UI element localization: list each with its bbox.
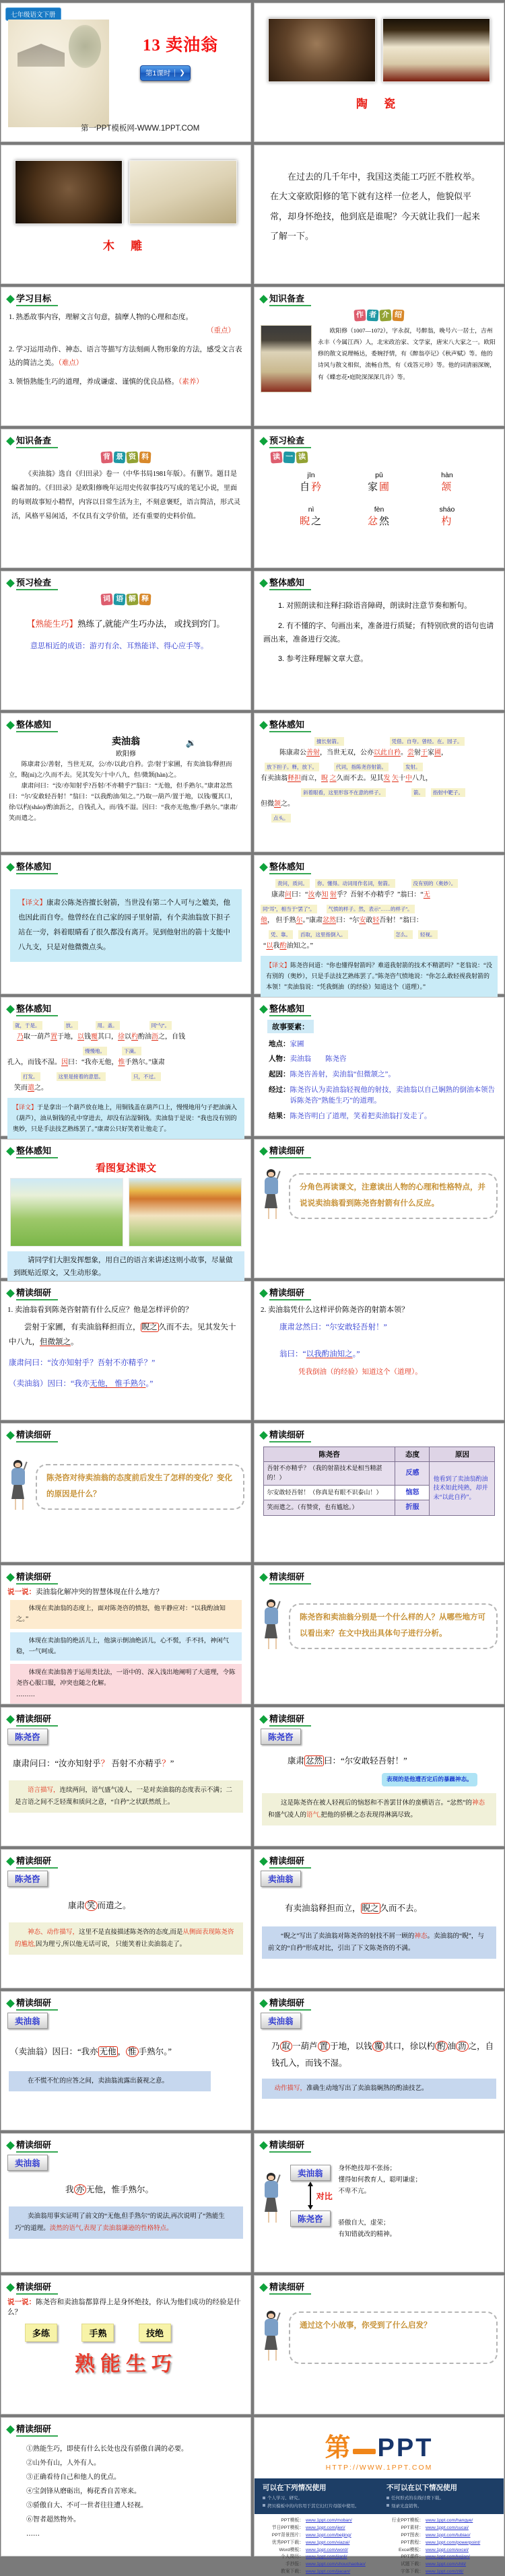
read-aloud-badge: 读 一 读 bbox=[270, 450, 498, 463]
quote-line: 乃 取 一葫芦 置 于地，以钱 覆 其口，徐以杓 酌 油 沥 之，自钱孔入，而钱不湿。 bbox=[271, 2042, 494, 2068]
lesson-item: ②山外有山，人外有人。 bbox=[26, 2460, 100, 2467]
story-row: 地点： 家圃 bbox=[269, 1040, 304, 1048]
lesson-item: ④宝剑锋从磨砺出，梅花香自苦寒来。 bbox=[26, 2488, 141, 2495]
diamond-icon bbox=[6, 1999, 15, 2008]
ceramics-caption: 陶 瓷 bbox=[356, 98, 403, 110]
slide-wisdom bbox=[1, 1565, 251, 1704]
question-text: 2. 卖油翁凭什么这样评价陈尧咨的射箭本领？ bbox=[261, 1306, 409, 1314]
answer-line: 翁曰：“以我酌油知之。” bbox=[279, 1350, 360, 1358]
story-row: 人物： 卖油翁 陈尧咨 bbox=[269, 1055, 347, 1064]
slide-chen-angry bbox=[254, 1707, 504, 1846]
slide-course-text bbox=[1, 713, 251, 852]
quote-line: 康肃 忿然 曰：“尔安敢轻吾射！” bbox=[288, 1756, 407, 1766]
section-title: 精读细研 bbox=[269, 1854, 311, 1869]
section-title: 整体感知 bbox=[269, 1002, 311, 1016]
background-text: 《卖油翁》选自《归田录》卷一（中华书局1981年版）。有删节。题目是编者加的。《归田录》是欧阳修晚年运用史传叙事技巧写成的笔记小说，里面的每则故事短小精悍，内容以日常生活为主，不刻意褒贬，语言简洁，形式灵活，风格平易闲适，不仅具有文学价值，还有重要的史料价值。 bbox=[11, 471, 240, 520]
slide-success bbox=[1, 2275, 251, 2414]
quote-line: 有卖油翁释担而立， 睨之 久而不去。 bbox=[285, 1904, 423, 1913]
character-badge: 陈尧咨 bbox=[7, 1871, 48, 1887]
diamond-icon bbox=[6, 437, 15, 446]
diamond-icon bbox=[259, 1857, 268, 1866]
annotation-chips: 擅长射箭。 凭借。自夸。曾经。在。园子。 bbox=[314, 734, 498, 746]
table-cell: 尔安敢轻吾射！（你真是有眼不识泰山！） bbox=[263, 1485, 395, 1500]
diamond-icon bbox=[259, 579, 268, 588]
table-cell: 反感 bbox=[395, 1462, 430, 1486]
link-row: Excel模板： www.1ppt.com/excel/ bbox=[398, 2547, 469, 2552]
quote-line: 康肃 笑 而遣之。 bbox=[68, 1901, 131, 1910]
diamond-icon bbox=[6, 579, 15, 588]
slide-learning-goals bbox=[1, 287, 251, 426]
section-title: 知识备查 bbox=[269, 291, 311, 306]
retell-title: 看图复述课文 bbox=[95, 1163, 156, 1174]
diamond-icon bbox=[259, 1999, 268, 2008]
table-cell: 笑而遣之。（有赞赏，也有尴尬。） bbox=[263, 1500, 395, 1516]
link-row: 节日PPT模板： www.1ppt.com/jieri/ bbox=[271, 2525, 345, 2530]
usage-banner bbox=[255, 2478, 504, 2514]
slide-annotated-2 bbox=[254, 855, 504, 994]
site-credit: 第一PPT模板网-WWW.1PPT.COM bbox=[81, 125, 200, 133]
diamond-icon bbox=[6, 1005, 15, 1014]
section-title: 精读细研 bbox=[16, 1854, 58, 1869]
contrast-arrow-icon bbox=[310, 2184, 311, 2208]
diamond-icon bbox=[259, 721, 268, 730]
answer-line: 尝射于家圃，有卖油翁释担而立， 睨之 久而不去。见其发矢十中八九，但微颔之。 bbox=[9, 1323, 236, 1346]
slide-ceramics bbox=[254, 3, 504, 142]
slide-question-2 bbox=[254, 1281, 504, 1420]
lesson-title: 13 卖油翁 bbox=[142, 36, 219, 55]
question-box: 陈尧咨和卖油翁分别是一个什么样的人？从哪些地方可以看出来？在文中找出具体句子进行分析。 bbox=[289, 1603, 498, 1648]
analysis-box: 这是陈尧咨在被人轻视后的恼怒和不善罢甘休的蛮横语言。“忿然”的神态和盛气凌人的语气,把他的骄横之态表现得淋漓尽致。 bbox=[262, 1793, 496, 1825]
table-cell: 折服 bbox=[395, 1500, 430, 1516]
slide-character-question bbox=[254, 1565, 504, 1704]
goal-item: 3. 领悟熟能生巧的道理，养成谦虚、谨慎的优良品格。（素养） bbox=[9, 378, 203, 386]
step-item: 1. 对照朗读和注释扫除语音障碍，朗读时注意节奏和断句。 bbox=[278, 602, 472, 610]
link-row: PPT课件： www.1ppt.com/kejian/ bbox=[401, 2554, 470, 2560]
pinyin-item: sháo 杓 bbox=[439, 506, 455, 527]
slide-pinyin-check bbox=[254, 429, 504, 568]
section-title: 精读细研 bbox=[269, 1712, 311, 1727]
diamond-icon bbox=[6, 295, 15, 304]
slide-1ppt-footer bbox=[254, 2417, 504, 2575]
section-title: 精读细研 bbox=[16, 1712, 58, 1727]
diamond-icon bbox=[6, 2141, 15, 2150]
diamond-icon bbox=[259, 2283, 268, 2292]
teacher-illustration bbox=[261, 1599, 282, 1653]
bullet-square-icon bbox=[263, 2504, 265, 2507]
col-header: 陈尧咨 bbox=[263, 1447, 395, 1462]
annotation-chips: 凭、靠。 舀取，这里指倒入。 怎么。 轻视。 bbox=[269, 928, 498, 940]
section-title: 精读细研 bbox=[269, 1570, 311, 1585]
character-badge: 卖油翁 bbox=[7, 2013, 48, 2029]
link-row: 字体下载： www.1ppt.com/ziti/ bbox=[401, 2569, 464, 2575]
character-badge: 卖油翁 bbox=[261, 2013, 301, 2029]
section-title: 整体感知 bbox=[16, 718, 58, 732]
annotation-chips: 慢慢地。 下滴。 bbox=[83, 1044, 244, 1056]
carving-hands-photo bbox=[15, 160, 123, 224]
slide-story-elements bbox=[254, 997, 504, 1136]
diamond-icon bbox=[6, 1573, 15, 1582]
slide-seller-action bbox=[254, 1991, 504, 2130]
section-title: 预习检查 bbox=[16, 576, 58, 590]
conclusion-text: 熟能生巧 bbox=[75, 2353, 177, 2375]
section-title: 精读细研 bbox=[16, 2138, 58, 2153]
diamond-icon bbox=[6, 1715, 15, 1724]
site-links bbox=[261, 2514, 498, 2576]
slide-annotated-1 bbox=[254, 713, 504, 852]
translation-box: 【译文】陈尧咨问道：“你也懂得射箭吗？难道我射箭的技术不精湛吗？”老翁说：“没有别的（奥妙），只是手法技艺熟练罢了。”陈尧咨气愤地说：“你怎么敢轻视我射箭的本领！”卖油翁说：“凭我倒油（的经验）知道这个（道理）。” bbox=[261, 956, 498, 997]
section-title: 学习目标 bbox=[16, 291, 58, 306]
quote-line: 康肃问曰：“汝亦知射乎？ 吾射不亦精乎？” bbox=[13, 1759, 174, 1768]
col-header: 原因 bbox=[430, 1447, 495, 1462]
diamond-icon bbox=[6, 1857, 15, 1866]
text-author: 欧阳修 bbox=[116, 751, 136, 758]
passage-line: 康肃问曰：“汝亦知 射乎？吾射不亦精乎？”翁曰：“无 bbox=[271, 891, 430, 899]
section-title: 知识备查 bbox=[16, 433, 58, 448]
character-badge: 陈尧咨 bbox=[290, 2211, 331, 2227]
wisdom-point-2: 体现在卖油翁的绝活儿上，他演示倒油绝活儿，心不慌，手不抖，神闲气稳，一气呵成。 bbox=[10, 1632, 242, 1661]
analysis-box: 语言描写，连续两问，语气盛气凌人，一是对卖油翁的态度表示不满；二是言语之间不乏轻蔑和质问之意，“自矜”之状跃然纸上。 bbox=[9, 1780, 243, 1813]
link-row: PPT图表： www.1ppt.com/tubiao/ bbox=[401, 2532, 471, 2538]
question-box: 陈尧咨对待卖油翁的态度前后发生了怎样的变化？变化的原因是什么？ bbox=[36, 1464, 244, 1509]
chevron-right-icon: ❯ bbox=[174, 69, 184, 77]
question-box: 分角色再读课文，注意读出人物的心理和性格特点，并说说卖油翁看到陈尧咨射箭有什么反应。 bbox=[289, 1173, 498, 1218]
discussion-question: 说一说：陈尧咨和卖油翁都算得上是身怀绝技，你认为他们成功的经验是什么？ bbox=[7, 2299, 241, 2316]
diamond-icon bbox=[259, 1005, 268, 1014]
story-row: 起因： 陈尧咨善射，卖油翁“但微颔之”。 bbox=[269, 1071, 395, 1079]
link-row: Word模板： www.1ppt.com/word/ bbox=[279, 2547, 348, 2552]
diamond-icon bbox=[6, 1431, 15, 1440]
carved-figures-photo bbox=[129, 160, 237, 224]
pottery-making-photo bbox=[268, 18, 376, 82]
annotation-chips: 同“耳”，相当于“罢了”。 气愤的样子。然，表示“……的样子”。 bbox=[261, 902, 498, 914]
diamond-icon bbox=[6, 1289, 15, 1298]
character-badge: 卖油翁 bbox=[7, 2155, 48, 2171]
can-use-title: 可以在下列情况使用 bbox=[263, 2484, 327, 2492]
pinyin-item: fèn 忿然 bbox=[367, 506, 391, 527]
diamond-icon bbox=[259, 1573, 268, 1582]
section-title: 精读细研 bbox=[16, 2280, 58, 2295]
idiom-definition: 【熟能生巧】熟练了,就能产生巧办法， 或找到窍门。 bbox=[27, 619, 225, 629]
lesson-item: ⑥智者超然物外。 bbox=[26, 2516, 80, 2523]
lesson-item: ①熟能生巧，即使有什么长处也没有骄傲自满的必要。 bbox=[26, 2445, 188, 2453]
passage-line: 陈康肃公善射，当世无双，公亦以此自矜。尝射于家圃， bbox=[279, 749, 448, 757]
annotation-chips: 点头。 bbox=[271, 811, 498, 823]
teacher-illustration bbox=[261, 2173, 282, 2227]
lesson-item: ③正确看待自己和他人的优点。 bbox=[26, 2474, 121, 2481]
passage-line: 有卖油翁释担而立，睨 之久而不去。见其发 矢十中八九， bbox=[261, 775, 432, 782]
slide-attitude-question bbox=[1, 1423, 251, 1562]
pinyin-grid bbox=[277, 471, 481, 528]
lesson-1-button[interactable] bbox=[140, 65, 191, 81]
section-title: 整体感知 bbox=[16, 860, 58, 874]
audio-speaker-icon[interactable]: 🔉 bbox=[185, 738, 197, 748]
section-title: 精读细研 bbox=[16, 1428, 58, 1442]
link-row: PPT模板： www.1ppt.com/moban/ bbox=[281, 2518, 352, 2523]
ouyang-xiu-portrait bbox=[261, 325, 312, 392]
logo-dash-icon bbox=[353, 2449, 376, 2454]
contrast-label: 对比 bbox=[316, 2192, 333, 2201]
lesson-item: ⑤骄傲自大、不可一世者往往遭人轻视。 bbox=[26, 2502, 147, 2509]
slide-intro bbox=[254, 145, 504, 284]
diamond-icon bbox=[259, 863, 268, 872]
slide-chen-smile bbox=[1, 1849, 251, 1988]
answer-line: （卖油翁）因曰：“我亦无他， 惟手熟尔。” bbox=[9, 1379, 154, 1388]
slide-annotated-3 bbox=[1, 997, 251, 1136]
diamond-icon bbox=[259, 1715, 268, 1724]
section-title: 整体感知 bbox=[16, 1002, 58, 1016]
quote-line: （卖油翁）因曰：“我亦 无他 ， 惟 手熟尔。” bbox=[10, 2047, 172, 2056]
traits-chen: 骄傲自大，虚荣； 有知错就改的精神。 bbox=[338, 2220, 397, 2239]
text-title: 卖油翁 bbox=[112, 737, 140, 747]
can-use-item: 个人学习、研究。 bbox=[263, 2495, 372, 2501]
link-row: 优秀PPT下载： www.1ppt.com/xiazai/ bbox=[271, 2540, 350, 2545]
analysis-box: 动作描写，准确生动地写出了卖油翁娴熟的酌油技艺。 bbox=[262, 2079, 496, 2099]
table-cell-reason: 他看到了卖油翁酌油技术如此纯熟，却并未“以此自矜”。 bbox=[430, 1462, 495, 1516]
diamond-icon bbox=[259, 1289, 268, 1298]
author-bio: 欧阳修（1007—1072），字永叔，号醉翁，晚号六一居士，吉州永丰（今属江西）人，北宋政治家、文学家，唐宋八大家之一。欧阳修的散文说理畅达，委婉抒情，有《醉翁亭记》《秋声赋》等。他的诗风与散文相似，流畅自然，有《戏答元珍》等。他的词清丽深婉，有《蝶恋花•庭院深深深几许》等。 bbox=[318, 327, 496, 380]
bullet-square-icon bbox=[386, 2504, 389, 2507]
analysis-box: “睨之”写出了卖油翁对陈尧咨的射技不屑一顾的神态。卖油翁的“睨”，与前文的“自矜”形成对比，引出了下文陈尧咨的不满。 bbox=[262, 1926, 496, 1959]
slide-role-reading bbox=[254, 1139, 504, 1278]
passage-line: 孔入，而钱不湿。因曰：“我亦无他，惟手熟尔。”康肃 bbox=[7, 1059, 165, 1066]
diamond-icon bbox=[6, 1147, 15, 1156]
slide-retell bbox=[1, 1139, 251, 1278]
section-title: 精读细研 bbox=[16, 2422, 58, 2437]
question-text: 1. 卖油翁看到陈尧咨射箭有什么反应？他是怎样评价的？ bbox=[7, 1306, 193, 1314]
teacher-illustration bbox=[261, 2311, 282, 2365]
section-title: 整体感知 bbox=[269, 860, 311, 874]
translation-box: 【译文】于是拿出一个葫芦放在地上，用铜钱盖在葫芦口上，慢慢地用勺子把油滴入（葫芦），油从铜钱的孔中穿进去，却没有沾湿铜钱。卖油翁于是说：“我也没有别的奥妙，只是手法技艺熟练罢了。”康肃公只好笑着让他走了。 bbox=[7, 1098, 244, 1139]
analysis-box: 卖油翁用事实证明了前文的“无他,但手熟尔”的说法,再次说明了“熟能生巧”的道理。淡然的语气,表现了卖油翁谦逊的性格特点。 bbox=[9, 2206, 243, 2239]
passage-line: 但微颔之。 bbox=[261, 800, 294, 808]
answer-line: 康肃问曰：“汝亦知射乎？吾射不亦精乎？” bbox=[9, 1358, 156, 1367]
passage-line: 乃取一葫芦置于地，以钱覆其口，徐以杓酌油沥之，自钱 bbox=[17, 1033, 185, 1041]
question-box: 通过这个小故事，你受到了什么启发？ bbox=[289, 2311, 498, 2364]
passage-line: 笑而遣之。 bbox=[14, 1084, 48, 1092]
annotation-chips: 打发。 这里是接着的意思。 只，不过。 bbox=[21, 1070, 244, 1082]
diamond-icon bbox=[6, 863, 15, 872]
slide-lessons bbox=[1, 2417, 251, 2556]
slide-contrast bbox=[254, 2133, 504, 2272]
annotation-chips: 斜着眼看，这里形容不在意的样子。 箭。 指射中靶子。 bbox=[301, 786, 498, 798]
table-cell: 恼怒 bbox=[395, 1485, 430, 1500]
ink-painting-image bbox=[8, 20, 109, 127]
link-row: 手抄报： www.1ppt.com/shouchaobao/ bbox=[285, 2562, 366, 2567]
character-badge: 陈尧咨 bbox=[7, 1729, 48, 1745]
slide-chen-language bbox=[1, 1707, 251, 1846]
section-title: 整体感知 bbox=[16, 1144, 58, 1158]
slide-question-1 bbox=[1, 1281, 251, 1420]
slide-reading-steps bbox=[254, 571, 504, 710]
goal-item: 2. 学习运用动作、神态、语言等描写方法刻画人物形象的方法，感受文言表达的简洁之美。（难点） bbox=[9, 345, 242, 368]
slide-seller-reply bbox=[1, 1991, 251, 2130]
pinyin-item: jīn 自矜 bbox=[300, 471, 323, 493]
cannot-use-title: 不可以在以下情况使用 bbox=[386, 2484, 457, 2492]
wood-carving-caption: 木 雕 bbox=[102, 240, 149, 252]
annotation-chips: 责问，质问。 你。懂得。动词用作名词，射箭。 没有别的（奥妙）。 bbox=[275, 876, 498, 889]
analysis-box: 神态、动作描写，这里不是直接描述陈尧咨的态度,而是从侧面表现陈尧咨的尴尬,因为理亏,所以他无话可说， 只能笑着让卖油翁走了。 bbox=[9, 1922, 243, 1955]
link-row: 试题下载： www.1ppt.com/shiti/ bbox=[401, 2562, 467, 2567]
site-logo: 第 PPT bbox=[325, 2434, 434, 2462]
slide-seller-glance bbox=[254, 1849, 504, 1988]
diamond-icon bbox=[259, 437, 268, 446]
teacher-illustration bbox=[261, 1169, 282, 1223]
diamond-icon bbox=[259, 1431, 268, 1440]
link-row: PPT教程： www.1ppt.com/powerpoint/ bbox=[401, 2540, 481, 2545]
section-title: 精读细研 bbox=[16, 1286, 58, 1300]
story-row: 经过： 陈尧咨认为卖油翁轻视他的射技，卖油翁以自己娴熟的倒油本领告诉陈尧咨“熟能生巧”的道理。 bbox=[269, 1086, 495, 1105]
intro-paragraph: 在过去的几千年中，我国这类能工巧匠不胜枚举。在大文豪欧阳修的笔下就有这样一位老人，他貌似平常，却身怀绝技，他到底是谁呢？今天就让我们一起来了解一下。 bbox=[270, 172, 481, 241]
slide-translation-1 bbox=[1, 855, 251, 994]
slide-attitude-table bbox=[254, 1423, 504, 1562]
translation-box: 【译文】康肃公陈尧咨擅长射箭，当世没有第二个人可与之媲美，他也因此而自夸。他曾经在自己家的园子里射箭，有个卖油翁放下担子站在一旁，斜着眼睛看了很久都没有离开。见到他射出的箭十支能中八九支，只是对他微微点头。 bbox=[10, 889, 242, 962]
passage-line: “以我酌油知之。” bbox=[263, 942, 313, 950]
lesson-item: …… bbox=[26, 2530, 40, 2538]
section-title: 精读细研 bbox=[16, 1570, 58, 1585]
synonym-note: 意思相近的成语：游刃有余、耳熟能详、得心应手等。 bbox=[30, 642, 208, 650]
slide-inspiration-question bbox=[254, 2275, 504, 2414]
story-elements-label: 故事要素： bbox=[267, 1020, 314, 1033]
diamond-icon bbox=[6, 2425, 15, 2434]
story-illustration-oil bbox=[129, 1178, 242, 1247]
section-title: 精读细研 bbox=[269, 2280, 311, 2295]
background-badge: 背 景 资 料 bbox=[7, 450, 244, 463]
bullet-square-icon bbox=[386, 2497, 389, 2499]
cannot-use-item: 刻录光盘销售。 bbox=[386, 2503, 496, 2509]
grade-badge: 七年级语文下册 bbox=[5, 7, 61, 21]
discussion-question: 说一说：卖油翁化解冲突的智慧体现在什么地方？ bbox=[7, 1589, 163, 1596]
section-title: 整体感知 bbox=[269, 718, 311, 732]
traits-seller: 身怀绝技却不张扬； 懂得如何教育人，聪明谦虚； 不卑不亢。 bbox=[338, 2165, 422, 2196]
annotation-chips: 放下担子。释，放下。 代词，指陈尧咨射箭。 发射。 bbox=[265, 760, 498, 772]
keyword-tags: 多练 手熟 技绝 bbox=[25, 2324, 244, 2342]
pinyin-item: hàn 颔 bbox=[441, 471, 453, 493]
diamond-icon bbox=[6, 2283, 15, 2292]
slide-seller-humble bbox=[1, 2133, 251, 2272]
link-row: 行业PPT模板： www.1ppt.com/hangye/ bbox=[391, 2518, 473, 2523]
diamond-icon bbox=[259, 295, 268, 304]
can-use-item: 拷贝模板中的内容用于其它幻灯片母版中使用。 bbox=[263, 2503, 372, 2509]
slide-background-info bbox=[1, 429, 251, 568]
section-title: 精读细研 bbox=[269, 1286, 311, 1300]
classical-paragraph-2: 康肃问曰：“汝/亦知射乎?吾射/不亦精乎?”翁曰：“无他，但手熟尔。”康肃忿然曰：“尔/安敢轻吾射！”翁曰：“以我酌油/知之。”乃取一葫芦/置于地，以钱/覆其口，徐/以杓(sháo)/酌油沥之，自钱孔入，而/钱不湿。因曰：“我亦无他,惟/手熟尔。”康肃/笑而遣之。 bbox=[9, 782, 238, 822]
section-title: 整体感知 bbox=[269, 576, 311, 590]
step-item: 3. 参考注释理解文章大意。 bbox=[278, 655, 368, 664]
slide-cover bbox=[1, 3, 251, 142]
annotation-chips: 就，于是。 放。 用。盖。 同“勺”。 bbox=[13, 1018, 244, 1031]
analysis-box: 在不慌不忙的应答之间，卖油翁流露出藐视之意。 bbox=[9, 2071, 211, 2091]
slide-wood-carving bbox=[1, 145, 251, 284]
answer-line: 凭我倒油（的经验）知道这个（道理）。 bbox=[298, 1368, 422, 1376]
retell-instruction: 请同学们大胆发挥想象，用自己的语言来讲述这则小故事，尽量做到既贴近原文，又生动形象。 bbox=[7, 1251, 244, 1284]
quote-line: 我 亦 无他，惟手熟尔。 bbox=[65, 2185, 154, 2194]
pinyin-item: nì 睨之 bbox=[300, 506, 323, 527]
col-header: 态度 bbox=[395, 1447, 430, 1462]
tea-set-photo bbox=[382, 18, 490, 82]
word-definition-badge: 词 语 解 释 bbox=[7, 592, 244, 605]
section-title: 精读细研 bbox=[269, 1144, 311, 1158]
site-url: HTTP://WWW.1PPT.COM bbox=[325, 2464, 433, 2472]
author-intro-badge: 作 者 介 绍 bbox=[261, 308, 498, 321]
classical-paragraph-1: 陈康肃公/善射，当世无双，公/亦/以此/自矜。尝/射于家圃，有卖油翁/释担而立，睨(nì)之/久而不去。见其发矢/十中八九，但/微颔(hàn)之。 bbox=[9, 761, 232, 779]
passage-line: 他， 但手熟尔。”康肃忿然曰：“尔安敢轻吾射！”翁曰： bbox=[261, 917, 423, 924]
section-title: 预习检查 bbox=[269, 433, 311, 448]
link-row: 教案下载： www.1ppt.com/jiaoan/ bbox=[281, 2569, 351, 2575]
step-item: 2. 有不懂的字、句画出来，准备进行质疑；有特别欣赏的语句也请画出来，准备进行交流。 bbox=[263, 621, 494, 643]
section-title: 精读细研 bbox=[269, 2138, 311, 2153]
link-row: 个人简历： www.1ppt.com/jianli/ bbox=[281, 2554, 347, 2560]
attitude-table bbox=[263, 1447, 496, 1516]
wisdom-point-1: 体现在卖油翁的态度上，面对陈尧咨的愤怒，他平静应对：“以我酌油知之。” bbox=[10, 1600, 242, 1629]
slide-author-intro bbox=[254, 287, 504, 426]
table-cell: 吾射不亦精乎？（我的射箭技术是相当精湛的！） bbox=[263, 1462, 395, 1486]
slide-word-definition bbox=[1, 571, 251, 710]
cannot-use-item: 任何形式的在线付费下载。 bbox=[386, 2495, 496, 2501]
pinyin-item: pǔ 家圃 bbox=[367, 471, 391, 493]
diamond-icon bbox=[259, 1147, 268, 1156]
diamond-icon bbox=[6, 721, 15, 730]
section-title: 精读细研 bbox=[16, 1996, 58, 2011]
goal-item: 1. 熟悉故事内容，理解文言句意，揣摩人物的心理和态度。 （重点） bbox=[9, 314, 235, 335]
link-row: PPT背景图片： www.1ppt.com/beijing/ bbox=[271, 2532, 351, 2538]
character-badge: 卖油翁 bbox=[290, 2165, 331, 2181]
annotation-callout: 表现的是他遭否定后的暴躁神态。 bbox=[382, 1773, 477, 1786]
section-title: 精读细研 bbox=[269, 1996, 311, 2011]
link-row: PPT素材： www.1ppt.com/sucai/ bbox=[401, 2525, 469, 2530]
bullet-square-icon bbox=[263, 2497, 265, 2499]
diamond-icon bbox=[259, 2141, 268, 2150]
answer-line: 康肃忿然曰：“尔安敢轻吾射！” bbox=[279, 1323, 387, 1331]
story-illustration-archery bbox=[10, 1178, 123, 1247]
character-badge: 卖油翁 bbox=[261, 1871, 301, 1887]
section-title: 精读细研 bbox=[269, 1428, 311, 1442]
lesson-button-label: 第1课时 bbox=[145, 69, 171, 77]
wisdom-point-3: 体现在卖油翁善于运用类比法，一语中的、深入浅出地阐明了大道理，令陈尧咨心服口服，冲突也随之化解。 ……… bbox=[10, 1664, 242, 1704]
character-badge: 陈尧咨 bbox=[261, 1729, 301, 1745]
teacher-illustration bbox=[7, 1460, 29, 1514]
story-row: 结果： 陈尧咨明白了道理，笑着把卖油翁打发走了。 bbox=[269, 1112, 432, 1120]
